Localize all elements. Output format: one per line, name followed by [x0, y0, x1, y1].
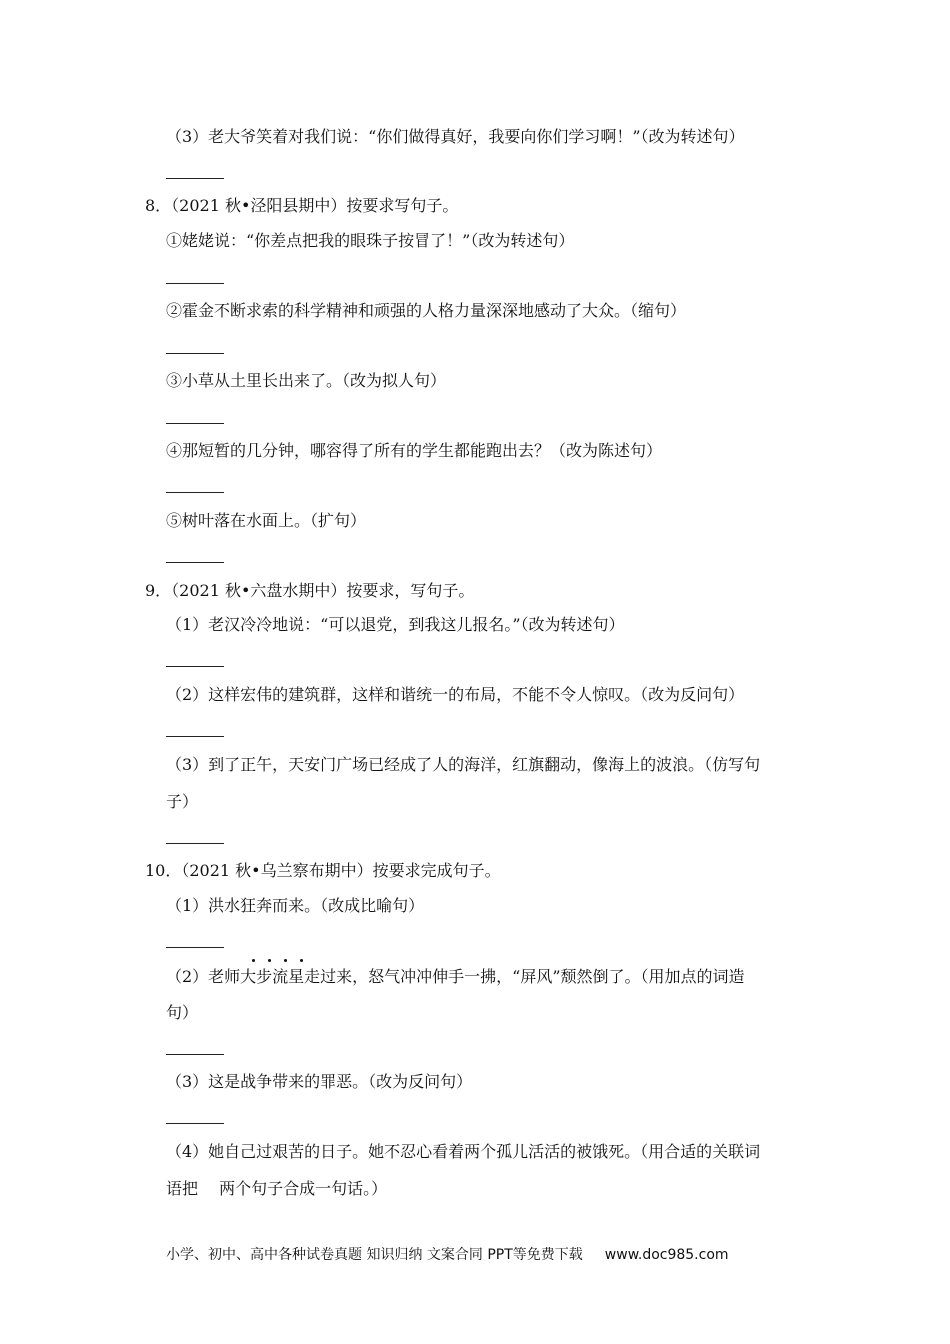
answer-blank[interactable] [166, 423, 224, 424]
answer-blank[interactable] [166, 947, 224, 948]
emphasis-dot [300, 959, 303, 962]
q10-header: 10．（2021 秋•乌兰察布期中）按要求完成句子。 [145, 861, 501, 880]
q9-item-2: （2）这样宏伟的建筑群，这样和谐统一的布局，不能不令人惊叹。（改为反问句） [166, 685, 745, 704]
answer-blank[interactable] [166, 562, 224, 563]
q9-header: 9．（2021 秋•六盘水期中）按要求，写句子。 [145, 581, 475, 600]
q8-item-1: ①姥姥说：“你差点把我的眼珠子按冒了！”（改为转述句） [166, 231, 575, 250]
answer-blank[interactable] [166, 492, 224, 493]
emphasis-dot [252, 959, 255, 962]
q7-item-3: （3）老大爷笑着对我们说：“你们做得真好，我要向你们学习啊！”（改为转述句） [166, 127, 745, 146]
q9-item-3-line-2: 子） [166, 792, 199, 811]
answer-blank[interactable] [166, 1054, 224, 1055]
q10-item-3: （3）这是战争带来的罪恶。（改为反问句） [166, 1072, 473, 1091]
answer-blank[interactable] [166, 666, 224, 667]
emphasis-dot [268, 959, 271, 962]
q10-item-4-line-2: 语把 两个句子合成一句话。） [166, 1179, 388, 1198]
q10-item-2-line-1: （2）老师大步流星走过来，怒气冲冲伸手一拂，“屏风”颓然倒了。（用加点的词造 [166, 967, 745, 986]
answer-blank[interactable] [166, 843, 224, 844]
q10-item-2-line-2: 句） [166, 1003, 199, 1022]
q8-item-3: ③小草从土里长出来了。（改为拟人句） [166, 371, 447, 390]
page-footer [166, 1244, 729, 1264]
q8-item-2: ②霍金不断求索的科学精神和顽强的人格力量深深地感动了大众。（缩句） [166, 301, 687, 320]
q10-item-4-line-1: （4）她自己过艰苦的日子。她不忍心看着两个孤儿活活的被饿死。（用合适的关联词 [166, 1142, 761, 1161]
answer-blank[interactable] [166, 1123, 224, 1124]
footer-url[interactable]: www.doc985.com [604, 1247, 729, 1263]
q10-item-1: （1）洪水狂奔而来。（改成比喻句） [166, 896, 425, 915]
q8-item-4: ④那短暂的几分钟，哪容得了所有的学生都能跑出去？（改为陈述句） [166, 441, 663, 460]
emphasis-dot [284, 959, 287, 962]
q9-item-1: （1）老汉冷冷地说：“可以退党，到我这儿报名。”（改为转述句） [166, 615, 625, 634]
answer-blank[interactable] [166, 353, 224, 354]
footer-text: 小学、初中、高中各种试卷真题 知识归纳 文案合同 PPT等免费下载 [166, 1247, 583, 1263]
q8-item-5: ⑤树叶落在水面上。（扩句） [166, 511, 367, 530]
q9-item-3-line-1: （3）到了正午，天安门广场已经成了人的海洋，红旗翻动，像海上的波浪。（仿写句 [166, 755, 761, 774]
answer-blank[interactable] [166, 178, 224, 179]
q8-header: 8．（2021 秋•泾阳县期中）按要求写句子。 [145, 196, 459, 215]
answer-blank[interactable] [166, 283, 224, 284]
answer-blank[interactable] [166, 736, 224, 737]
